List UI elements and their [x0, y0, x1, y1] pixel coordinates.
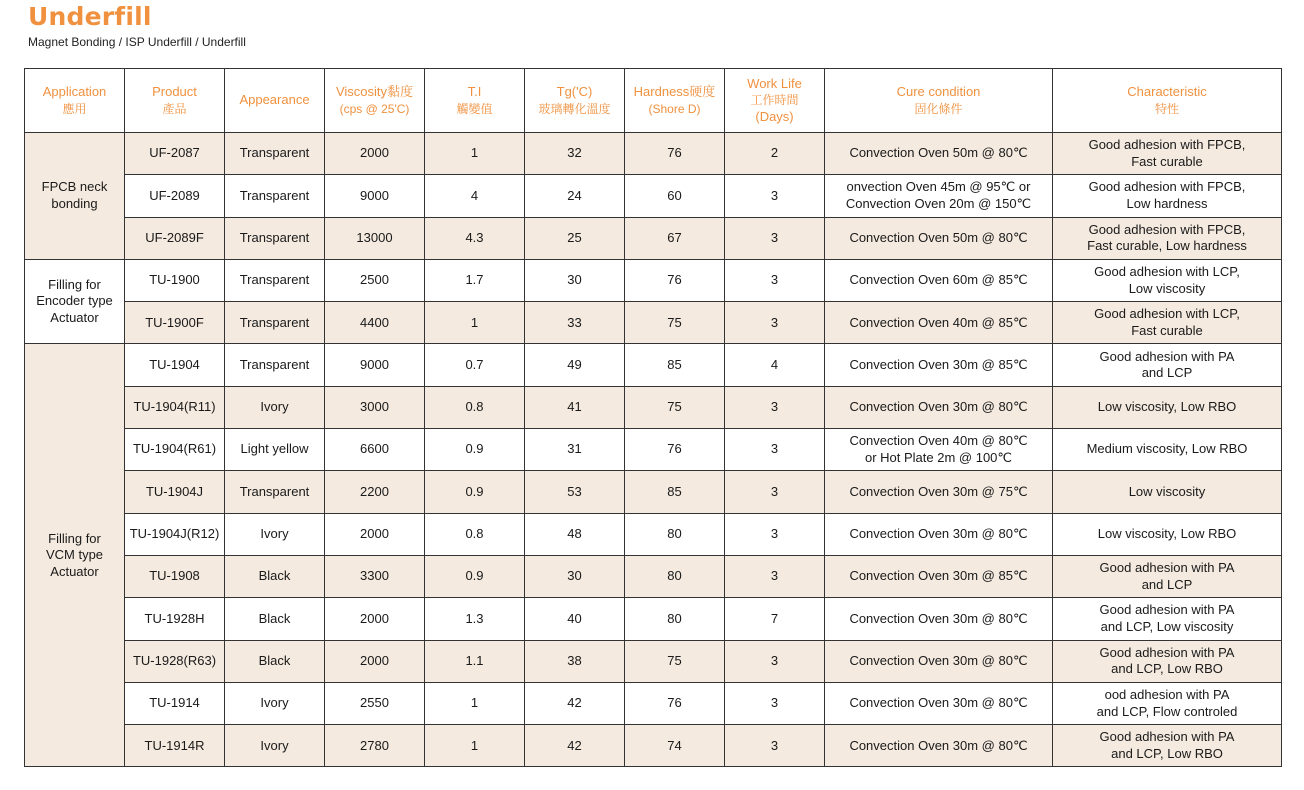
cell-product: TU-1914R: [125, 725, 225, 767]
cell-hardness: 74: [625, 725, 725, 767]
cell-appearance: Transparent: [225, 175, 325, 217]
cell-work-life: 3: [725, 386, 825, 428]
cell-cure-condition: [825, 640, 1053, 682]
application-label-line: bonding: [51, 195, 98, 211]
cell-cure-condition: [825, 302, 1053, 344]
cell-cure-condition-line: Convection Oven 30m @ 80℃: [849, 526, 1028, 542]
cell-cure-condition-line: Convection Oven 50m @ 80℃: [849, 229, 1028, 245]
cell-hardness: 76: [625, 429, 725, 471]
cell-cure-condition-line: Convection Oven 40m @ 85℃: [849, 314, 1028, 330]
cell-work-life: 3: [725, 682, 825, 724]
cell-characteristic-line: Good adhesion with FPCB,: [1088, 137, 1246, 153]
table-row: [25, 555, 1282, 597]
cell-product: UF-2089F: [125, 217, 225, 259]
cell-product: TU-1908: [125, 555, 225, 597]
application-label-line: FPCB neck: [41, 179, 108, 195]
cell-tg: 30: [525, 555, 625, 597]
cell-characteristic-line: Low hardness: [1126, 195, 1208, 211]
cell-cure-condition-line: Convection Oven 40m @ 80℃: [849, 433, 1028, 449]
cell-hardness: 75: [625, 640, 725, 682]
table-row: [25, 513, 1282, 555]
cell-product: TU-1914: [125, 682, 225, 724]
cell-viscosity: 3000: [325, 386, 425, 428]
cell-product: TU-1900F: [125, 302, 225, 344]
cell-product: TU-1900: [125, 259, 225, 301]
cell-tg: 42: [525, 682, 625, 724]
cell-work-life: 2: [725, 133, 825, 175]
cell-product: TU-1904(R11): [125, 386, 225, 428]
cell-characteristic-line: Low viscosity: [1128, 280, 1206, 296]
cell-appearance: Transparent: [225, 344, 325, 386]
cell-tg: 40: [525, 598, 625, 640]
cell-hardness: 67: [625, 217, 725, 259]
cell-work-life: 3: [725, 555, 825, 597]
cell-product: TU-1928(R63): [125, 640, 225, 682]
cell-characteristic: [1053, 640, 1282, 682]
header-tg: Tg('C) 玻璃轉化溫度: [525, 69, 625, 133]
cell-cure-condition: [825, 682, 1053, 724]
cell-characteristic-line: Medium viscosity, Low RBO: [1086, 441, 1248, 457]
cell-viscosity: 2000: [325, 513, 425, 555]
cell-cure-condition: [825, 259, 1053, 301]
table-row: [25, 682, 1282, 724]
cell-characteristic: [1053, 725, 1282, 767]
cell-work-life: 7: [725, 598, 825, 640]
header-product: Product 產品: [125, 69, 225, 133]
cell-characteristic-line: Good adhesion with PA: [1099, 729, 1235, 745]
cell-cure-condition-line: onvection Oven 45m @ 95℃ or: [846, 179, 1031, 195]
cell-characteristic: [1053, 217, 1282, 259]
cell-tg: 24: [525, 175, 625, 217]
cell-appearance: Ivory: [225, 725, 325, 767]
cell-product: UF-2087: [125, 133, 225, 175]
cell-cure-condition: [825, 175, 1053, 217]
cell-characteristic-line: Low viscosity, Low RBO: [1097, 399, 1237, 415]
cell-characteristic-line: Good adhesion with LCP,: [1094, 264, 1240, 280]
cell-hardness: 75: [625, 302, 725, 344]
cell-viscosity: 6600: [325, 429, 425, 471]
cell-ti: 0.9: [425, 471, 525, 513]
cell-appearance: Light yellow: [225, 429, 325, 471]
cell-tg: 41: [525, 386, 625, 428]
cell-viscosity: 9000: [325, 344, 425, 386]
cell-hardness: 60: [625, 175, 725, 217]
cell-characteristic-line: Low viscosity: [1128, 483, 1206, 499]
cell-characteristic: [1053, 682, 1282, 724]
cell-hardness: 80: [625, 555, 725, 597]
underfill-spec-table: [24, 68, 1282, 767]
cell-ti: 1: [425, 682, 525, 724]
cell-ti: 0.7: [425, 344, 525, 386]
cell-appearance: Black: [225, 640, 325, 682]
cell-characteristic: [1053, 598, 1282, 640]
cell-appearance: Ivory: [225, 386, 325, 428]
table-header-row: [25, 69, 1282, 133]
cell-appearance: Transparent: [225, 217, 325, 259]
cell-characteristic: [1053, 429, 1282, 471]
cell-cure-condition-line: Convection Oven 30m @ 80℃: [849, 737, 1028, 753]
cell-work-life: 3: [725, 513, 825, 555]
cell-characteristic-line: and LCP, Low RBO: [1111, 661, 1223, 677]
cell-cure-condition-line: Convection Oven 60m @ 85℃: [849, 272, 1028, 288]
cell-ti: 0.8: [425, 386, 525, 428]
cell-cure-condition-line: Convection Oven 30m @ 80℃: [849, 652, 1028, 668]
cell-viscosity: 2780: [325, 725, 425, 767]
cell-ti: 1.7: [425, 259, 525, 301]
cell-characteristic-line: ood adhesion with PA: [1104, 687, 1230, 702]
cell-tg: 53: [525, 471, 625, 513]
cell-cure-condition: [825, 386, 1053, 428]
cell-viscosity: 2000: [325, 640, 425, 682]
cell-tg: 31: [525, 429, 625, 471]
cell-characteristic-line: Good adhesion with LCP,: [1094, 306, 1240, 322]
cell-work-life: 3: [725, 217, 825, 259]
application-label-line: VCM type: [45, 547, 104, 563]
cell-ti: 1.1: [425, 640, 525, 682]
table-row: [25, 217, 1282, 259]
cell-characteristic: [1053, 302, 1282, 344]
table-row: [25, 133, 1282, 175]
cell-characteristic: [1053, 344, 1282, 386]
cell-cure-condition: [825, 429, 1053, 471]
table-row: [25, 386, 1282, 428]
cell-appearance: Transparent: [225, 302, 325, 344]
cell-product: TU-1928H: [125, 598, 225, 640]
cell-tg: 48: [525, 513, 625, 555]
cell-viscosity: 3300: [325, 555, 425, 597]
cell-tg: 32: [525, 133, 625, 175]
cell-viscosity: 2200: [325, 471, 425, 513]
cell-cure-condition: [825, 133, 1053, 175]
cell-cure-condition: [825, 513, 1053, 555]
cell-product: TU-1904: [125, 344, 225, 386]
cell-cure-condition-line: Convection Oven 30m @ 85℃: [849, 356, 1028, 372]
cell-viscosity: 2000: [325, 598, 425, 640]
header-viscosity: Viscosity黏度 (cps @ 25'C): [325, 69, 425, 133]
cell-product: UF-2089: [125, 175, 225, 217]
cell-characteristic-line: Low viscosity, Low RBO: [1097, 526, 1237, 542]
application-label-line: Encoder type: [36, 293, 113, 309]
cell-characteristic: [1053, 386, 1282, 428]
cell-characteristic-line: and LCP, Flow controled: [1096, 703, 1238, 719]
cell-cure-condition: [825, 344, 1053, 386]
cell-cure-condition-line: Convection Oven 50m @ 80℃: [849, 145, 1028, 161]
cell-cure-condition-line: Convection Oven 30m @ 80℃: [849, 399, 1028, 415]
cell-characteristic-line: Good adhesion with FPCB,: [1088, 221, 1246, 237]
cell-characteristic: [1053, 513, 1282, 555]
cell-characteristic-line: Fast curable: [1131, 153, 1203, 169]
cell-ti: 0.8: [425, 513, 525, 555]
table-row: [25, 175, 1282, 217]
cell-cure-condition-line: Convection Oven 30m @ 85℃: [849, 568, 1028, 584]
table-row: [25, 471, 1282, 513]
cell-tg: 33: [525, 302, 625, 344]
cell-hardness: 76: [625, 682, 725, 724]
header-appearance: Appearance: [225, 69, 325, 133]
cell-product: TU-1904(R61): [125, 429, 225, 471]
application-label-line: Actuator: [50, 563, 99, 579]
cell-ti: 0.9: [425, 555, 525, 597]
cell-cure-condition: [825, 725, 1053, 767]
header-characteristic: Characteristic 特性: [1053, 69, 1282, 133]
cell-appearance: Transparent: [225, 259, 325, 301]
cell-product: TU-1904J(R12): [125, 513, 225, 555]
cell-viscosity: 2500: [325, 259, 425, 301]
cell-cure-condition-line: Convection Oven 30m @ 75℃: [849, 483, 1028, 499]
cell-characteristic-line: Good adhesion with PA: [1099, 348, 1235, 364]
application-label-line: Filling for: [48, 530, 101, 546]
header-ti: T.I 觸變值: [425, 69, 525, 133]
cell-work-life: 4: [725, 344, 825, 386]
cell-tg: 42: [525, 725, 625, 767]
cell-viscosity: 2000: [325, 133, 425, 175]
cell-cure-condition-line: or Hot Plate 2m @ 100℃: [864, 449, 1013, 465]
cell-work-life: 3: [725, 259, 825, 301]
header-application: Application 應用: [25, 69, 125, 133]
cell-hardness: 76: [625, 259, 725, 301]
cell-characteristic: [1053, 259, 1282, 301]
table-body: [25, 133, 1282, 767]
cell-cure-condition: [825, 471, 1053, 513]
cell-characteristic-line: Good adhesion with PA: [1099, 560, 1235, 576]
page-title: Underfill: [28, 2, 152, 31]
cell-product: TU-1904J: [125, 471, 225, 513]
cell-viscosity: 4400: [325, 302, 425, 344]
table-row: [25, 598, 1282, 640]
cell-characteristic: [1053, 175, 1282, 217]
cell-appearance: Black: [225, 598, 325, 640]
cell-characteristic-line: and LCP: [1141, 365, 1193, 381]
cell-cure-condition: [825, 555, 1053, 597]
cell-ti: 1: [425, 133, 525, 175]
cell-hardness: 80: [625, 513, 725, 555]
cell-work-life: 3: [725, 302, 825, 344]
cell-appearance: Ivory: [225, 682, 325, 724]
table-row: [25, 302, 1282, 344]
cell-ti: 1: [425, 302, 525, 344]
cell-hardness: 85: [625, 471, 725, 513]
cell-work-life: 3: [725, 471, 825, 513]
cell-characteristic: [1053, 133, 1282, 175]
cell-hardness: 76: [625, 133, 725, 175]
cell-application-group: [25, 133, 125, 260]
cell-characteristic-line: and LCP, Low RBO: [1111, 745, 1223, 761]
cell-ti: 1.3: [425, 598, 525, 640]
cell-appearance: Transparent: [225, 471, 325, 513]
cell-characteristic-line: and LCP, Low viscosity: [1100, 618, 1234, 634]
cell-appearance: Transparent: [225, 133, 325, 175]
application-label-line: Filling for: [48, 276, 101, 292]
cell-characteristic-line: Fast curable, Low hardness: [1087, 238, 1247, 254]
cell-ti: 0.9: [425, 429, 525, 471]
cell-cure-condition-line: Convection Oven 20m @ 150℃: [845, 195, 1032, 211]
cell-hardness: 85: [625, 344, 725, 386]
header-cure-condition: Cure condition 固化條件: [825, 69, 1053, 133]
cell-characteristic-line: Good adhesion with PA: [1099, 644, 1235, 660]
table-row: [25, 344, 1282, 386]
cell-cure-condition-line: Convection Oven 30m @ 80℃: [849, 695, 1028, 711]
cell-cure-condition-line: Convection Oven 30m @ 80℃: [849, 610, 1028, 626]
cell-ti: 4: [425, 175, 525, 217]
cell-tg: 38: [525, 640, 625, 682]
cell-characteristic: [1053, 555, 1282, 597]
cell-work-life: 3: [725, 175, 825, 217]
header-work-life: Work Life 工作時間 (Days): [725, 69, 825, 133]
cell-cure-condition: [825, 598, 1053, 640]
cell-application-group: [25, 259, 125, 344]
cell-characteristic-line: Good adhesion with FPCB,: [1088, 179, 1246, 195]
cell-viscosity: 13000: [325, 217, 425, 259]
cell-characteristic-line: and LCP: [1141, 576, 1193, 592]
cell-characteristic-line: Fast curable: [1131, 322, 1203, 338]
cell-hardness: 80: [625, 598, 725, 640]
application-label-line: Actuator: [50, 309, 99, 325]
cell-application-group: [25, 344, 125, 767]
cell-tg: 30: [525, 259, 625, 301]
header-hardness: Hardness硬度 (Shore D): [625, 69, 725, 133]
breadcrumb: Magnet Bonding / ISP Underfill / Underfill: [28, 35, 246, 49]
cell-work-life: 3: [725, 429, 825, 471]
cell-work-life: 3: [725, 640, 825, 682]
cell-tg: 49: [525, 344, 625, 386]
cell-appearance: Black: [225, 555, 325, 597]
cell-characteristic-line: Good adhesion with PA: [1099, 602, 1235, 618]
cell-work-life: 3: [725, 725, 825, 767]
cell-viscosity: 2550: [325, 682, 425, 724]
cell-tg: 25: [525, 217, 625, 259]
table-row: [25, 429, 1282, 471]
cell-hardness: 75: [625, 386, 725, 428]
cell-viscosity: 9000: [325, 175, 425, 217]
cell-ti: 1: [425, 725, 525, 767]
cell-cure-condition: [825, 217, 1053, 259]
table-row: [25, 640, 1282, 682]
cell-appearance: Ivory: [225, 513, 325, 555]
cell-ti: 4.3: [425, 217, 525, 259]
table-row: [25, 725, 1282, 767]
table-row: [25, 259, 1282, 301]
cell-characteristic: [1053, 471, 1282, 513]
